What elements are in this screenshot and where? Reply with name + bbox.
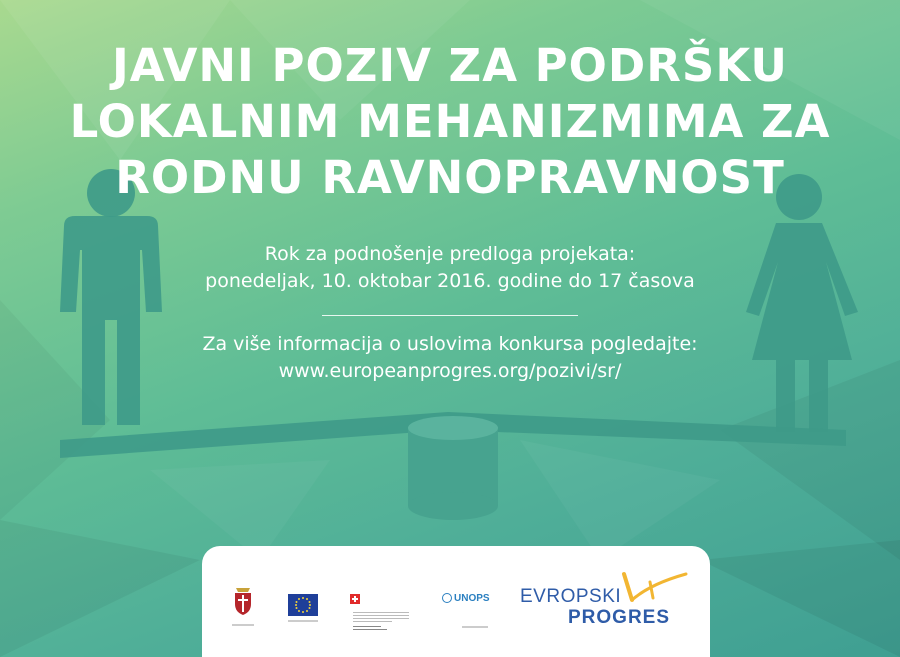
coat-of-arms-icon [232,586,254,616]
evropski-progres-logo [520,570,700,630]
divider-line [322,315,578,316]
deadline-line-2: ponedeljak, 10. oktobar 2016. godine do 17 časova [205,270,695,292]
evropski-label: EVROPSKI [520,586,622,607]
swiss-cooperation-logo [350,594,420,632]
serbia-caption-lines [232,624,254,626]
unops-logo [442,593,490,628]
swiss-caption-lines [353,612,409,632]
progres-label: PROGRES [568,607,671,628]
more-info-text [0,331,900,385]
serbia-coat-of-arms-logo [232,586,254,626]
un-globe-icon [442,593,452,603]
more-info-line: Za više informacija o uslovima konkursa pogledajte: [202,333,698,355]
deadline-line-1: Rok za podnošenje predloga projekata: [264,243,636,265]
unops-label: UNOPS [454,593,490,604]
eu-caption-lines [288,620,318,622]
swiss-flag-icon [350,594,360,604]
more-info-url: www.europeanprogres.org/pozivi/sr/ [278,360,622,382]
title-line-3: RODNU RAVNOPRAVNOST [115,151,785,204]
title-line-1: JAVNI POZIV ZA PODRŠKU [112,39,788,92]
eu-flag-icon [288,594,318,616]
progres-swoosh-icon [620,570,690,604]
title-line-2: LOKALNIM MEHANIZMIMA ZA [69,95,831,148]
female-figure-icon [746,174,858,432]
partner-logos-bar [202,546,710,657]
deadline-text [0,241,900,295]
seesaw-fulcrum [408,416,498,520]
unops-caption-lines [462,626,488,628]
eu-logo [288,594,318,622]
male-figure-icon [60,169,162,425]
page-title [0,38,900,206]
